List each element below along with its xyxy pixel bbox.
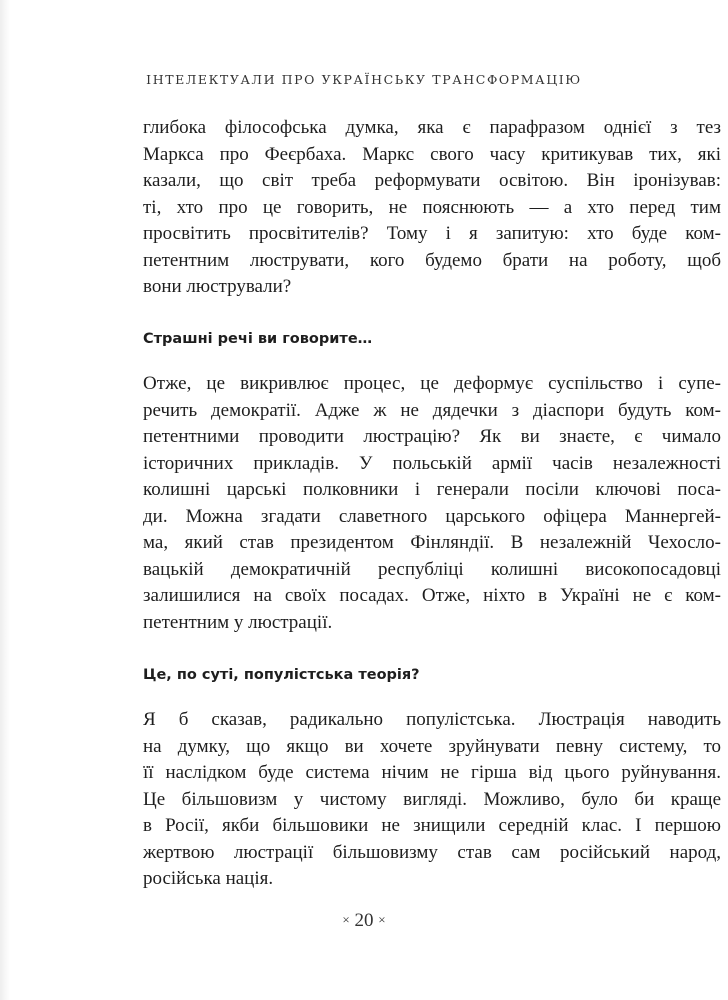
- paragraph-line: петентними проводити люстрацію? Як ви знаєте, є чимало: [143, 426, 721, 447]
- paragraph-line: вони люстрували?: [143, 276, 292, 297]
- page-number-footer: [0, 910, 728, 932]
- paragraph-2: [143, 371, 721, 636]
- paragraph-line: Це більшовизм у чистому вигляді. Можливо, було би краще: [143, 788, 721, 810]
- paragraph-3: [143, 707, 721, 893]
- paragraph-line: на думку, що якщо ви хочете зруйнувати певну систему, то: [143, 735, 721, 757]
- paragraph-line: глибока філософська думка, яка є парафразом однієї з тез: [143, 117, 721, 138]
- paragraph-line: ди. Можна згадати славетного царського офіцера Маннергей-: [143, 505, 721, 527]
- paragraph-1: [143, 115, 721, 301]
- paragraph-line: петентним люструвати, кого будемо брати на роботу, щоб: [143, 249, 721, 271]
- paragraph-line: вацькій демократичній республіці колишні високопосадовці: [143, 558, 721, 580]
- paragraph-line: історичних прикладів. У польській армії часів незалежності: [143, 452, 721, 474]
- paragraph-line: ті, хто про це говорить, не пояснюють — а хто перед тим: [143, 196, 721, 218]
- paragraph-line: петентним у люстрації.: [143, 611, 333, 633]
- paragraph-line: казали, що світ треба реформувати освітою. Він іронізував:: [143, 170, 721, 191]
- paragraph-line: Отже, це викривлює процес, це деформує суспільство і супе-: [143, 373, 721, 394]
- interview-question-2: Це, по суті, популістська теорія?: [143, 667, 420, 683]
- paragraph-line: ма, який став президентом Фінляндії. В незалежній Чехосло-: [143, 532, 721, 553]
- running-header: ІНТЕЛЕКТУАЛИ ПРО УКРАЇНСЬКУ ТРАНСФОРМАЦІЮ: [146, 72, 582, 87]
- paragraph-line: Маркса про Феєрбаха. Маркс свого часу критикував тих, які: [143, 143, 721, 165]
- paragraph-line: залишилися на своїх посадах. Отже, ніхто в Україні не є ком-: [143, 585, 721, 606]
- ornament-cross-icon: ×: [342, 912, 350, 927]
- paragraph-line: речить демократії. Адже ж не дядечки з діаспори будуть ком-: [143, 399, 721, 421]
- paragraph-line: жертвою люстрації більшовизму став сам російський народ,: [143, 841, 721, 863]
- ornament-cross-icon: ×: [378, 912, 386, 927]
- paragraph-line: просвітить просвітителів? Тому і я запитую: хто буде ком-: [143, 223, 721, 244]
- page-number: 20: [354, 910, 374, 931]
- paragraph-line: російська нація.: [143, 868, 274, 889]
- interview-question-1: Страшні речі ви говорите…: [143, 331, 373, 347]
- page-edge-shadow: [0, 0, 10, 1000]
- paragraph-line: в Росії, якби більшовики не знищили середній клас. І першою: [143, 815, 721, 836]
- paragraph-line: її наслідком буде система нічим не гірша від цього руйнування.: [143, 762, 721, 783]
- paragraph-line: Я б сказав, радикально популістська. Люстрація наводить: [143, 709, 721, 730]
- paragraph-line: колишні царські полковники і генерали посіли ключові поса-: [143, 479, 721, 500]
